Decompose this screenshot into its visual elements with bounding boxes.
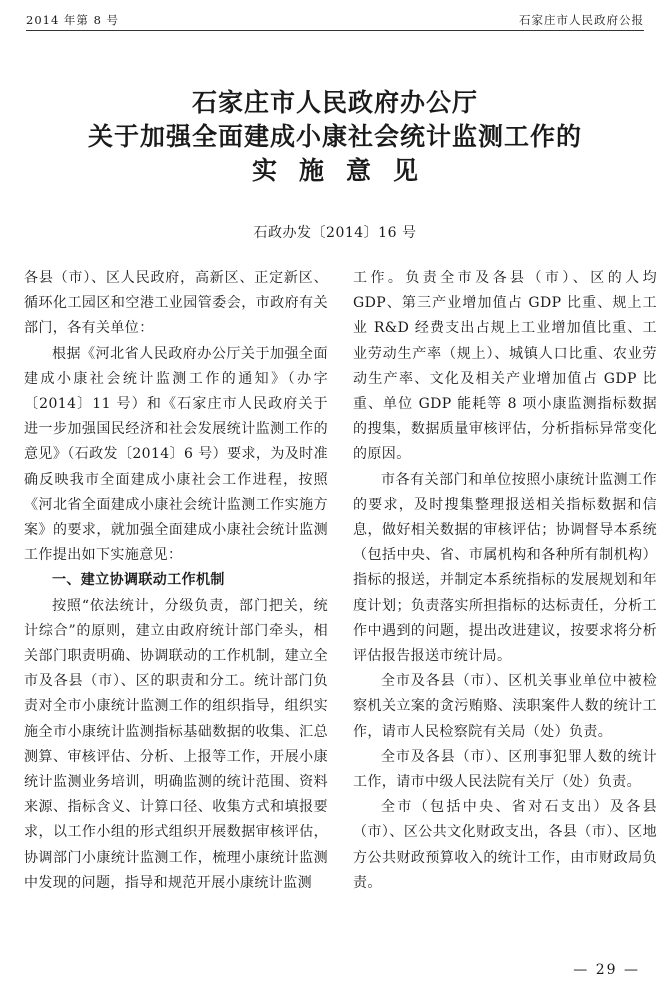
- document-title: [0, 86, 670, 188]
- page-number: — 29 —: [573, 962, 640, 978]
- title-line-2: 关于加强全面建成小康社会统计监测工作的: [87, 122, 582, 151]
- continued-paragraph: 工作。负责全市及各县（市）、区的人均 GDP、第三产业增加值占 GDP 比重、规上工业 R&D 经费支出占规上工业增加值比重、工业劳动生产率（规上）、城镇人口比重、农业劳动生产率、文化及相关产业增加值占 GDP 比重、单位 GDP 能耗等 8 项小康监测指标数据的搜集，数据质量审核评估，分析指标异常变化的原因。: [353, 270, 657, 463]
- section-heading-1: 一、建立协调联动工作机制: [52, 572, 225, 589]
- running-header: [26, 8, 644, 31]
- finance-paragraph: 全市（包括中央、省对石支出）及各县（市）、区公共文化财政支出，各县（市）、区地方公共财政预算收入的统计工作，由市财政局负责。: [353, 799, 657, 891]
- section-1-paragraph: 按照“依法统计，分级负责，部门把关，统计综合”的原则，建立由政府统计部门牵头，相关部门职责明确、协调联动的工作机制，建立全市及各县（市）、区的职责和分工。统计部门负责对全市小康统计监测工作的组织指导，组织实施全市小康统计监测指标基础数据的收集、汇总测算、审核评估、分析、上报等工作，开展小康统计监测业务培训，明确监测的统计范围、资料来源、指标含义、计算口径、收集方式和填报要求，以工作小组的形式组织开展数据审核评估，协调部门小康统计监测工作，梳理小康统计监测中发现的问题，指导和规范开展小康统计监测: [24, 597, 328, 891]
- departments-paragraph: 市各有关部门和单位按照小康统计监测工作的要求，及时搜集整理报送相关指标数据和信息，做好相关数据的审核评估；协调督导本系统（包括中央、省、市属机构和各种所有制机构）指标的报送，并制定本系统指标的发展规划和年度计划；负责落实所担指标的达标责任，分析工作中遇到的问题，提出改进建议，按要求将分析评估报告报送市统计局。: [353, 471, 657, 665]
- title-line-3: 实施意见: [251, 156, 440, 185]
- right-column: [353, 266, 657, 896]
- issue-label: 2014 年第 8 号: [26, 13, 120, 27]
- court-paragraph: 全市及各县（市）、区刑事犯罪人数的统计工作，请市中级人民法院有关厅（处）负责。: [353, 748, 657, 791]
- procuratorate-paragraph: 全市及各县（市）、区机关事业单位中被检察机关立案的贪污贿赂、渎职案件人数的统计工作，请市人民检察院有关局（处）负责。: [353, 673, 657, 740]
- document-number: 石政办发〔2014〕16 号: [253, 225, 417, 241]
- intro-paragraph: 根据《河北省人民政府办公厅关于加强全面建成小康社会统计监测工作的通知》（办字〔2014〕11 号）和《石家庄市人民政府关于进一步加强国民经济和社会发展统计监测工作的意见》（石政发〔2014〕6 号）要求，为及时准确反映我市全面建成小康社会工作进程，按照《河北省全面建成小康社会统计监测工作实施方案》的要求，就加强全面建成小康社会统计监测工作提出如下实施意见：: [24, 345, 328, 564]
- addressee-paragraph: 各县（市）、区人民政府，高新区、正定新区、循环化工园区和空港工业园管委会，市政府有关部门，各有关单位：: [24, 270, 328, 337]
- title-line-1: 石家庄市人民政府办公厅: [191, 88, 478, 117]
- left-column: [24, 266, 328, 896]
- publication-name: 石家庄市人民政府公报: [519, 13, 644, 27]
